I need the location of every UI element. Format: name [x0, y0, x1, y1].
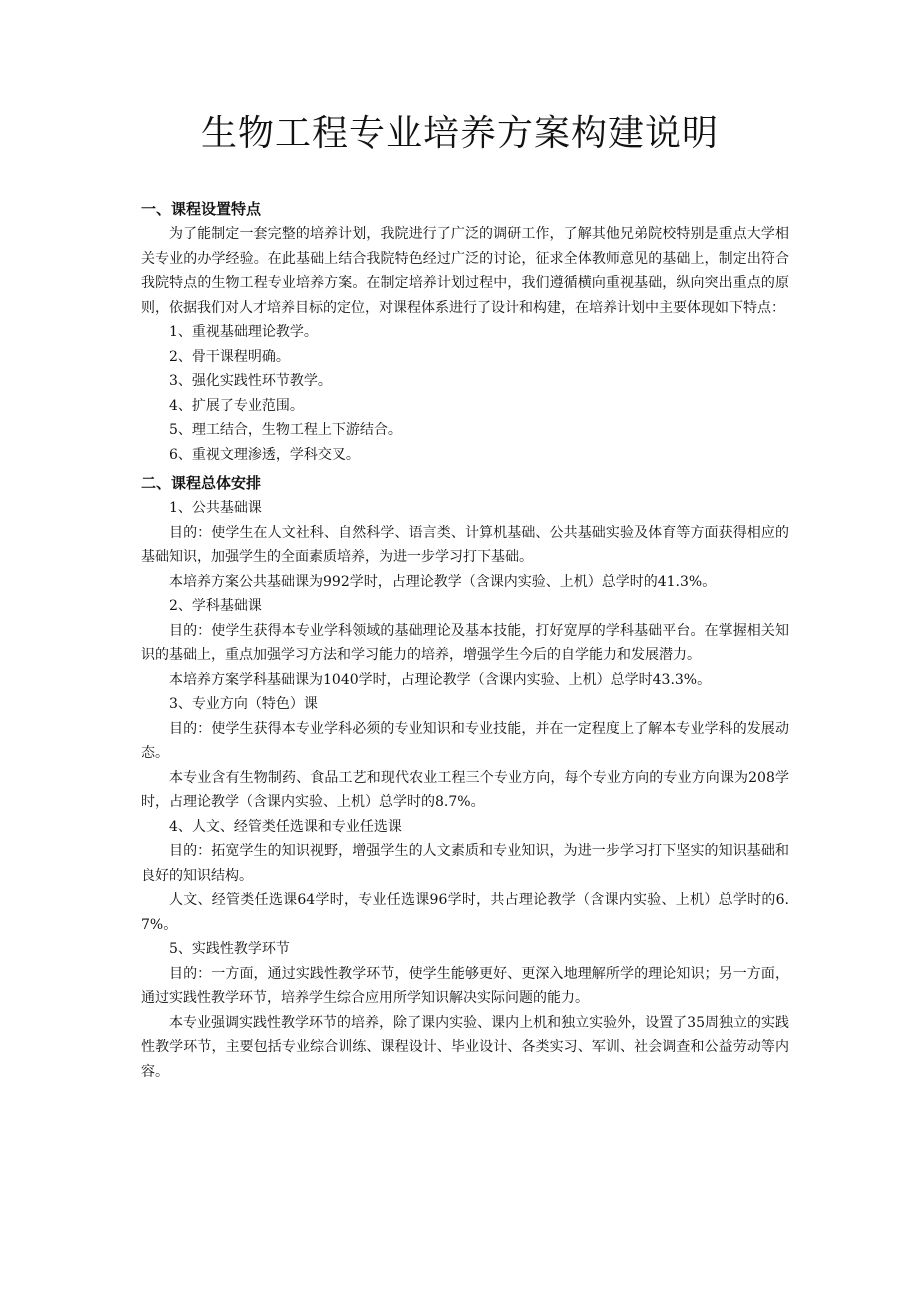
- subsection-detail: 本培养方案公共基础课为992学时，占理论教学（含课内实验、上机）总学时的41.3%。: [169, 573, 717, 590]
- section-overall-arrangement: [141, 470, 789, 1084]
- subsection-goal: 目的：一方面，通过实践性教学环节，使学生能够更好、更深入地理解所学的理论知识；另一方面，通过实践性教学环节，培养学生综合应用所学知识解决实际问题的能力。: [141, 965, 789, 1006]
- subsection-title: 2、学科基础课: [169, 598, 262, 614]
- subsection-title: 3、专业方向（特色）课: [169, 696, 318, 712]
- subsection-goal: 目的：使学生在人文社科、自然科学、语言类、计算机基础、公共基础实验及体育等方面获得相应的基础知识，加强学生的全面素质培养，为进一步学习打下基础。: [141, 524, 789, 565]
- document-title: 生物工程专业培养方案构建说明: [200, 113, 719, 154]
- subsection-detail: 本专业含有生物制药、食品工艺和现代农业工程三个专业方向，每个专业方向的专业方向课为208学时，占理论教学（含课内实验、上机）总学时的8.7%。: [141, 769, 789, 810]
- section-heading: 一、课程设置特点: [141, 200, 262, 218]
- subsection-goal: 目的：拓宽学生的知识视野，增强学生的人文素质和专业知识，为进一步学习打下坚实的知识基础和良好的知识结构。: [141, 843, 789, 884]
- subsection-title: 1、公共基础课: [169, 500, 262, 516]
- subsection-detail: 人文、经管类任选课64学时，专业任选课96学时，共占理论教学（含课内实验、上机）总学时的6.7%。: [141, 892, 789, 933]
- feature-item: 4、扩展了专业范围。: [169, 397, 304, 414]
- feature-item: 2、骨干课程明确。: [169, 348, 290, 365]
- feature-item: 5、理工结合，生物工程上下游结合。: [169, 422, 402, 438]
- document-body: [141, 196, 789, 1084]
- subsection-detail: 本培养方案学科基础课为1040学时，占理论教学（含课内实验、上机）总学时43.3%。: [169, 671, 712, 688]
- subsection-detail: 本专业强调实践性教学环节的培养，除了课内实验、课内上机和独立实验外，设置了35周独立的实践性教学环节，主要包括专业综合训练、课程设计、毕业设计、各类实习、军训、社会调查和公益劳动等内容。: [141, 1014, 789, 1080]
- section-heading: 二、课程总体安排: [141, 474, 262, 492]
- subsection-goal: 目的：使学生获得本专业学科领域的基础理论及基本技能，打好宽厚的学科基础平台。在掌握相关知识的基础上，重点加强学习方法和学习能力的培养，增强学生今后的自学能力和发展潜力。: [141, 622, 789, 663]
- subsection-goal: 目的：使学生获得本专业学科必须的专业知识和专业技能，并在一定程度上了解本专业学科的发展动态。: [141, 720, 789, 761]
- feature-item: 6、重视文理渗透，学科交叉。: [169, 446, 360, 463]
- subsection-title: 5、实践性教学环节: [169, 941, 290, 957]
- feature-item: 1、重视基础理论教学。: [169, 324, 318, 340]
- section-intro-paragraph: 为了能制定一套完整的培养计划，我院进行了广泛的调研工作，了解其他兄弟院校特别是重点大学相关专业的办学经验。在此基础上结合我院特色经过广泛的讨论，征求全体教师意见的基础上，制定出符合我院特点的生物工程专业培养方案。在制定培养计划过程中，我们遵循横向重视基础，纵向突出重点的原则，依据我们对人才培养目标的定位，对课程体系进行了设计和构建，在培养计划中主要体现如下特点：: [141, 226, 789, 316]
- subsection-title: 4、人文、经管类任选课和专业任选课: [169, 818, 402, 835]
- section-course-features: [141, 196, 789, 467]
- feature-item: 3、强化实践性环节教学。: [169, 373, 332, 389]
